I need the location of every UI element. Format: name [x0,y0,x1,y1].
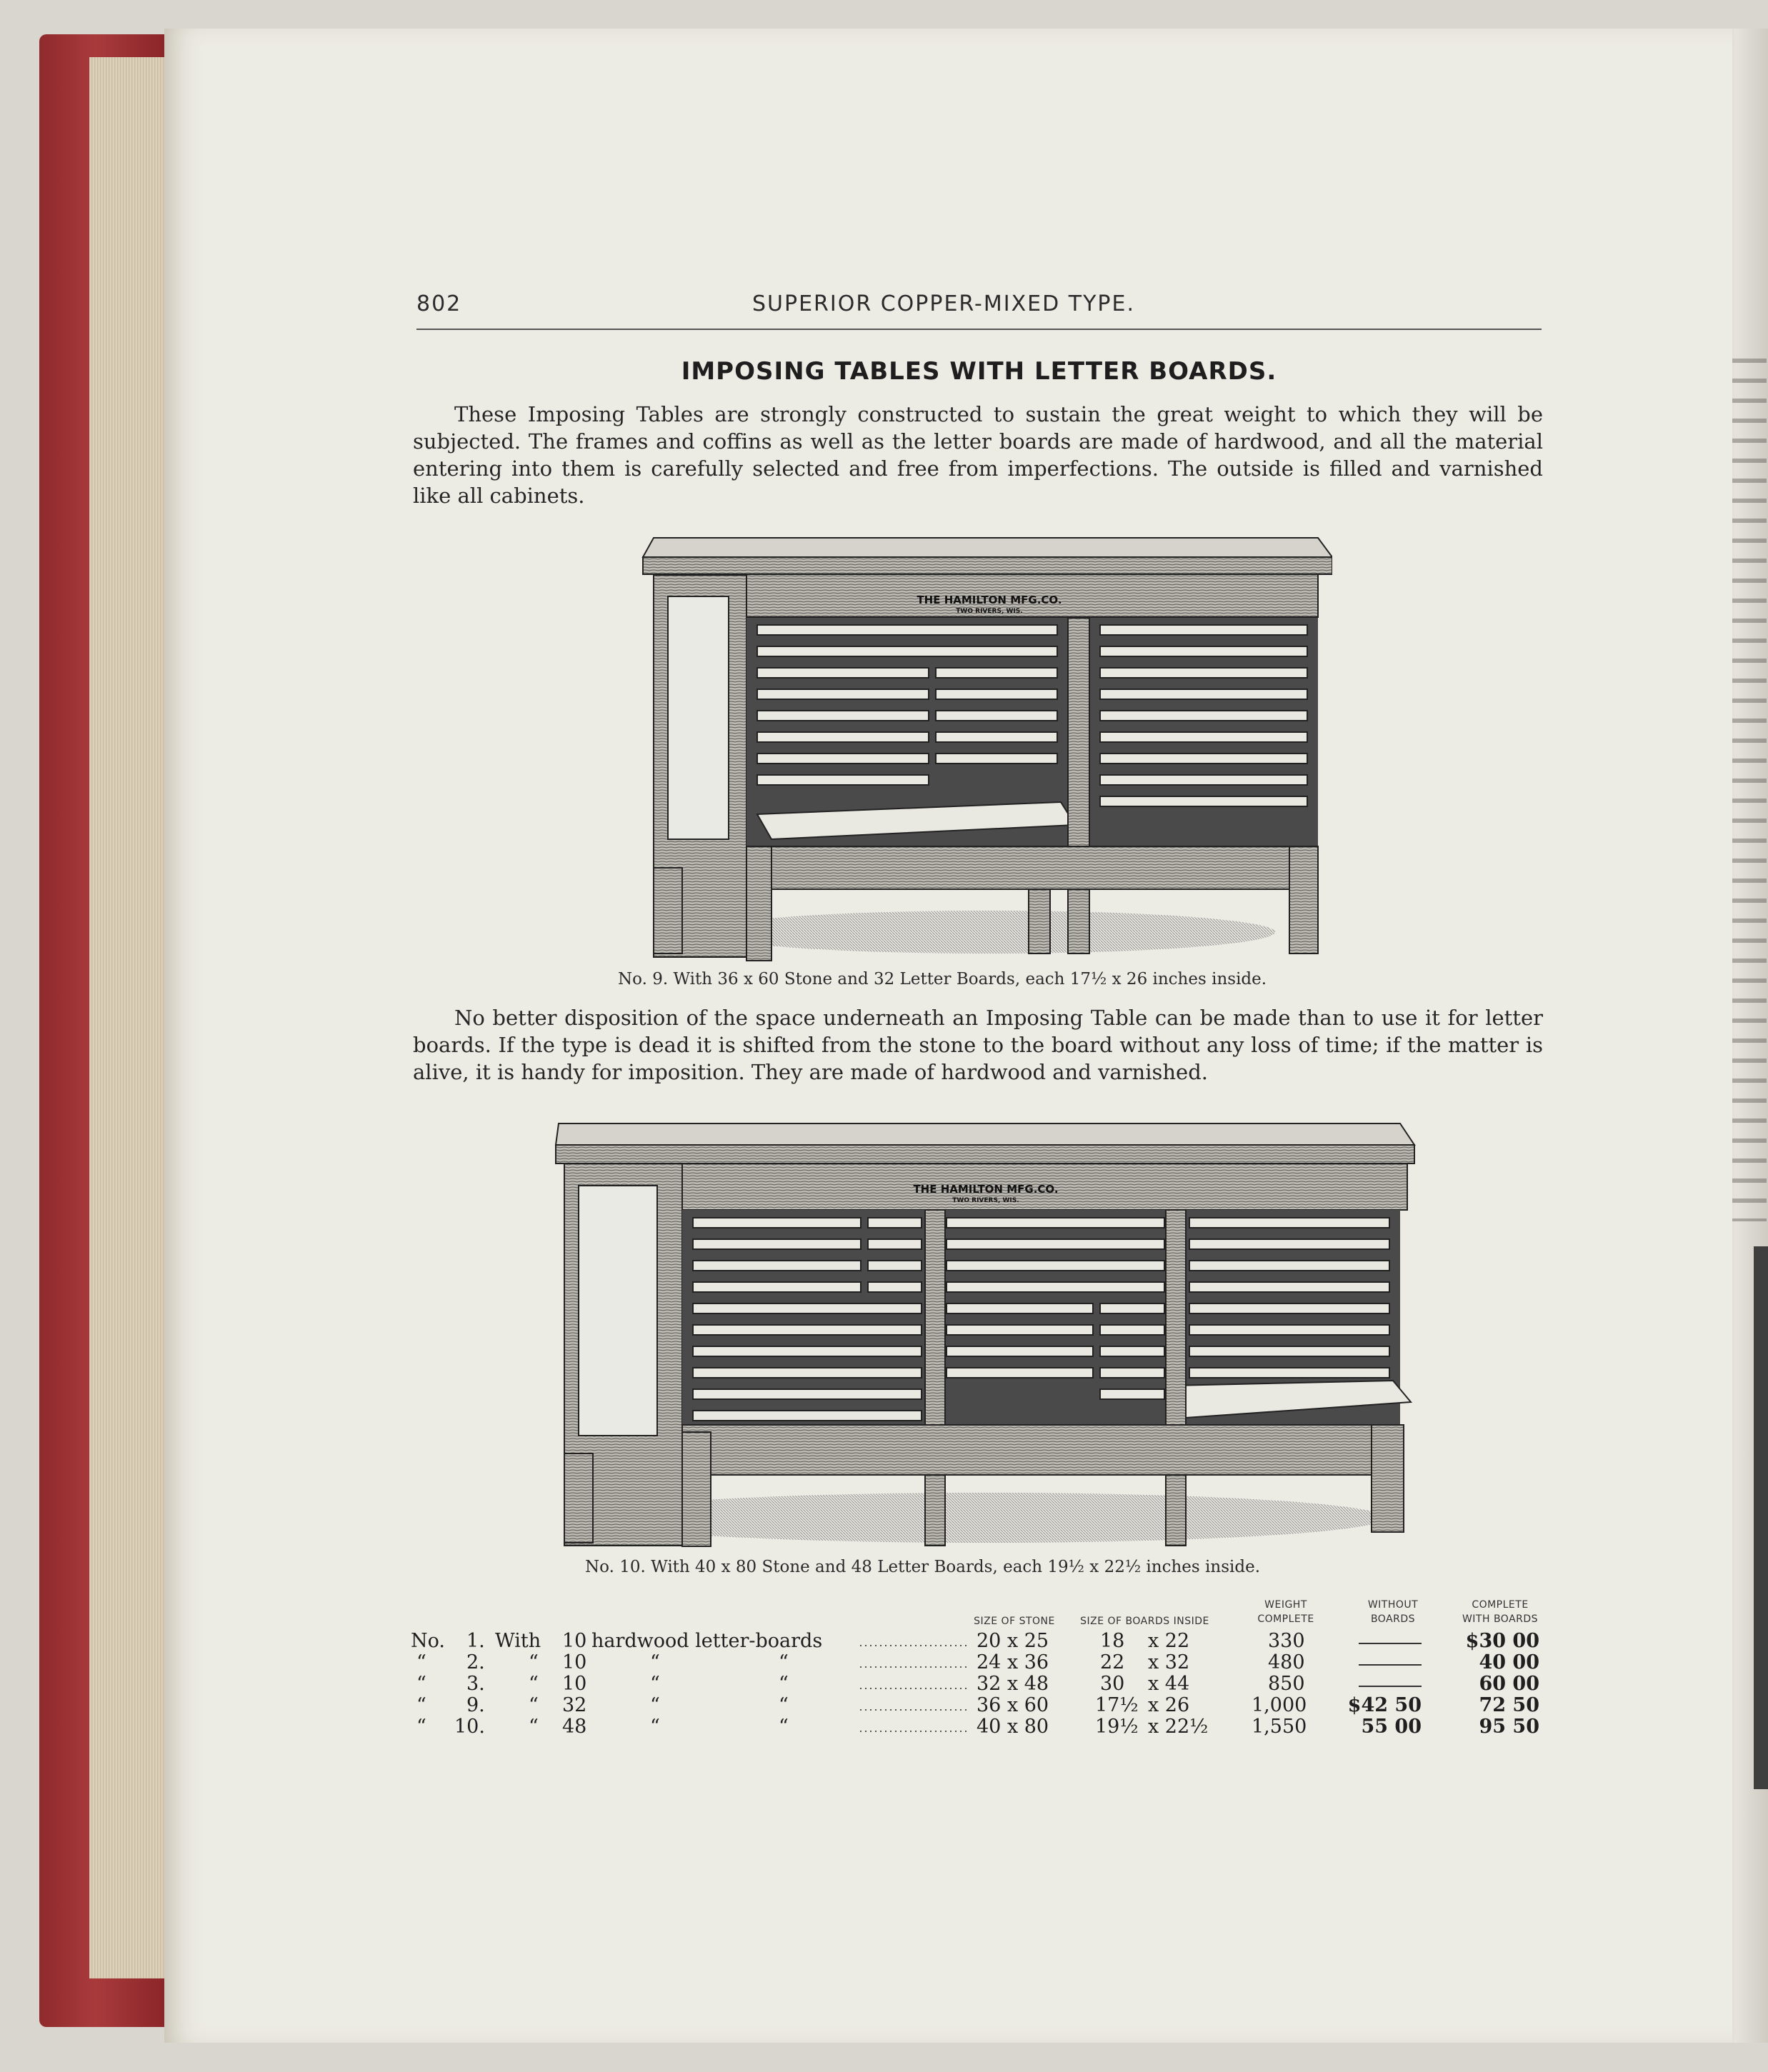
leader-dots [860,1651,967,1672]
row-count: 10 [562,1630,587,1652]
col-size-of-stone: SIZE OF STONE [974,1616,1055,1627]
col-without-line1: WITHOUT [1367,1599,1419,1611]
leader-dots [860,1672,967,1693]
row-weight: 1,000 [1252,1694,1307,1716]
row-without-boards-price: $42 50 [1347,1694,1422,1716]
row-with: With [495,1630,541,1652]
running-title: SUPERIOR COPPER-MIXED TYPE. [752,291,1135,316]
row-number: 9. [466,1694,485,1716]
leader-dots [860,1715,967,1736]
row-board-width: 22 [1100,1651,1125,1673]
row-board-width: 18 [1100,1630,1125,1652]
row-complete-price: 40 00 [1479,1651,1539,1673]
row-prefix: “ [416,1673,426,1695]
row-description: “ [650,1716,660,1738]
row-description: “ [650,1651,660,1673]
row-complete-price: 72 50 [1479,1694,1539,1716]
row-number: 2. [466,1651,485,1673]
row-number: 3. [466,1673,485,1695]
row-with: “ [529,1651,539,1673]
second-paragraph: No better disposition of the space underneath an Imposing Table can be made than to use it for letter boards. If the type is dead it is shifted from the stone to the board without any loss of time; if the matter is alive, it is handy for imposition. They are made of hardwood and varnished. [413,1006,1543,1084]
row-stone-size: 36 x 60 [977,1694,1049,1716]
page-edges [89,57,171,1978]
no-price-dash [1359,1664,1422,1666]
col-without-boards [1350,1598,1436,1626]
row-number: 1. [466,1630,485,1652]
row-description-2: “ [779,1651,789,1673]
col-complete [1454,1598,1547,1626]
row-board-width: 30 [1100,1673,1125,1695]
row-description: “ [650,1673,660,1695]
leader-dots [860,1629,967,1651]
row-count: 48 [562,1716,587,1738]
row-weight: 1,550 [1252,1716,1307,1738]
row-with: “ [529,1694,539,1716]
col-without-line2: BOARDS [1370,1613,1416,1625]
row-description: hardwood letter-boards [591,1630,823,1652]
facing-page-photo [1754,1246,1768,1789]
row-number: 10. [454,1716,485,1738]
facing-page-text [1727,343,1767,1221]
maker-city: TWO RIVERS, WIS. [952,1197,1019,1204]
row-board-height: x 44 [1148,1673,1190,1695]
figure-caption-no10: No. 10. With 40 x 80 Stone and 48 Letter Boards, each 19½ x 22½ inches inside. [585,1558,1260,1576]
row-board-height: x 26 [1148,1694,1190,1716]
col-weight-line1: WEIGHT [1264,1599,1307,1611]
row-weight: 480 [1268,1651,1305,1673]
row-stone-size: 20 x 25 [977,1630,1049,1652]
row-with: “ [529,1673,539,1695]
row-board-height: x 32 [1148,1651,1190,1673]
row-count: 32 [562,1694,587,1716]
row-prefix: “ [416,1651,426,1673]
maker-label: THE HAMILTON MFG.CO. [917,594,1062,606]
running-header [416,286,1542,330]
row-complete-price: 95 50 [1479,1716,1539,1738]
col-complete-line2: WITH BOARDS [1462,1613,1539,1625]
row-description: “ [650,1694,660,1716]
col-weight [1243,1598,1329,1626]
row-weight: 850 [1268,1673,1305,1695]
maker-city: TWO RIVERS, WIS. [956,608,1023,615]
imposing-table-no9-illustration [632,532,1332,964]
no-price-dash [1359,1686,1422,1687]
col-complete-line1: COMPLETE [1472,1599,1529,1611]
leader-dots [860,1693,967,1715]
row-complete-price: $30 00 [1465,1630,1539,1652]
row-description-2: “ [779,1716,789,1738]
page-number: 802 [416,291,462,316]
row-count: 10 [562,1651,587,1673]
row-weight: 330 [1268,1630,1305,1652]
section-title: IMPOSING TABLES WITH LETTER BOARDS. [681,357,1277,386]
row-without-boards-price: 55 00 [1361,1716,1422,1738]
row-prefix: No. [411,1630,445,1652]
row-count: 10 [562,1673,587,1695]
row-stone-size: 24 x 36 [977,1651,1049,1673]
no-price-dash [1359,1643,1422,1644]
row-description-2: “ [779,1694,789,1716]
row-prefix: “ [416,1694,426,1716]
maker-label: THE HAMILTON MFG.CO. [913,1183,1059,1196]
row-complete-price: 60 00 [1479,1673,1539,1695]
row-stone-size: 32 x 48 [977,1673,1049,1695]
row-board-width: 17½ [1095,1694,1139,1716]
row-with: “ [529,1716,539,1738]
col-weight-line2: COMPLETE [1257,1613,1314,1625]
col-size-of-boards: SIZE OF BOARDS INSIDE [1080,1616,1209,1627]
imposing-table-no10-illustration [543,1118,1425,1553]
row-board-width: 19½ [1095,1716,1139,1738]
row-description-2: “ [779,1673,789,1695]
row-board-height: x 22½ [1148,1716,1209,1738]
figure-caption-no9: No. 9. With 36 x 60 Stone and 32 Letter Boards, each 17½ x 26 inches inside. [618,970,1267,989]
row-board-height: x 22 [1148,1630,1190,1652]
row-prefix: “ [416,1716,426,1738]
intro-paragraph: These Imposing Tables are strongly constructed to sustain the great weight to which they will be subjected. The frames and coffins as well as the letter boards are made of hardwood, and all the material entering into them is carefully selected and free from imperfections. The outside is filled and varnished like all cabinets. [413,402,1543,508]
row-stone-size: 40 x 80 [977,1716,1049,1738]
